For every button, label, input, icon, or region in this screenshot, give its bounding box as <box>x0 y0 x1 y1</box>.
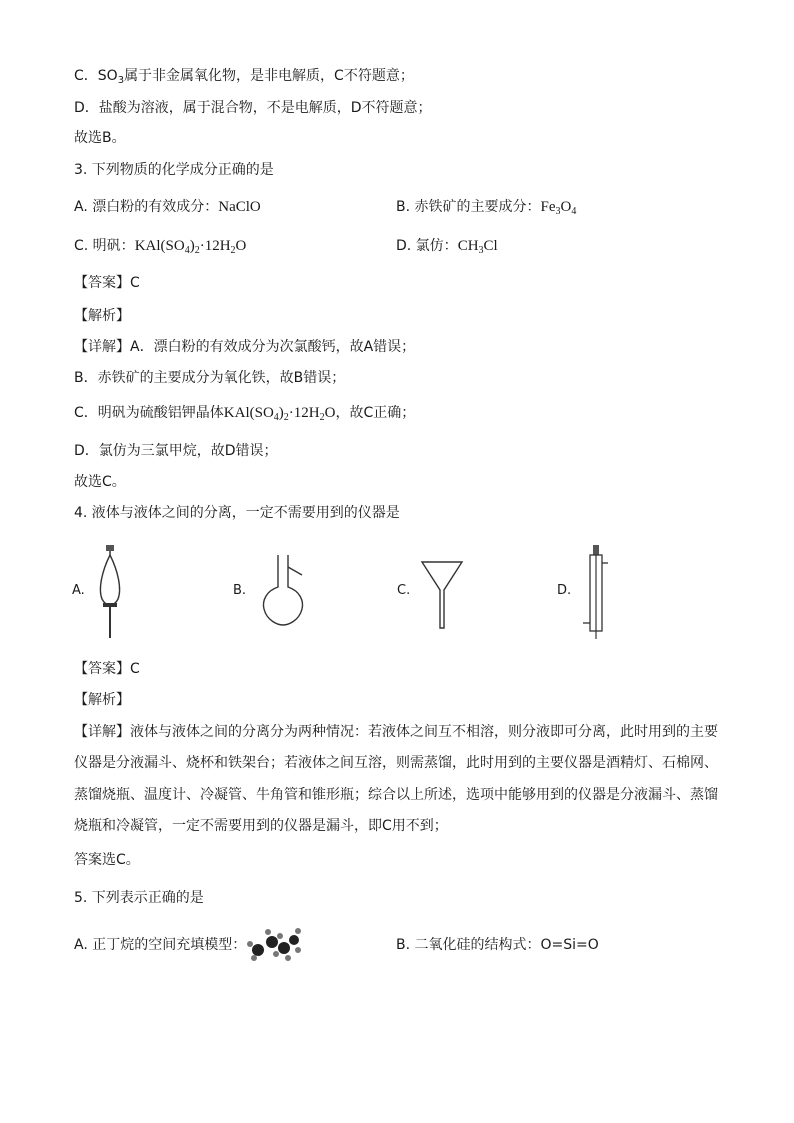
q4-analysis-tag: 【解析】 <box>74 692 130 708</box>
prev-conclusion: 故选B。 <box>74 130 126 146</box>
q4-stem: 4. 液体与液体之间的分离，一定不需要用到的仪器是 <box>74 505 400 521</box>
funnel-icon <box>420 560 464 632</box>
prev-option-d: D．盐酸为溶液，属于混合物，不是电解质，D不符题意； <box>74 100 432 116</box>
q4-answer: 【答案】C <box>74 661 140 677</box>
q3-detail-c: C．明矾为硫酸铝钾晶体$KAl(SO_4)_2\cdot 12H_2O$，故C正确； <box>74 405 416 423</box>
q3-detail-b: B．赤铁矿的主要成分为氧化铁，故B错误； <box>74 370 346 386</box>
q3-detail-a: 【详解】A．漂白粉的有效成分为次氯酸钙，故A错误； <box>74 339 416 355</box>
q5-stem: 5. 下列表示正确的是 <box>74 890 204 906</box>
q4-detail-line-4: 烧瓶和冷凝管，一定不需要用到的仪器是漏斗，即C用不到； <box>74 818 448 834</box>
condenser-icon <box>580 543 610 643</box>
q4-label-b: B. <box>233 583 247 598</box>
q3-option-d: D. 氯仿：$CH_3Cl$ <box>396 238 498 256</box>
q4-label-c: C. <box>397 583 411 598</box>
q4-conclusion: 答案选C。 <box>74 852 140 868</box>
q5-option-b: B. 二氧化硅的结构式：O=Si=O <box>396 937 599 953</box>
q4-label-a: A. <box>72 583 85 598</box>
q3-option-c: C. 明矾：$KAl(SO_4)_2\cdot 12H_2O$ <box>74 238 247 256</box>
q3-option-a: A. 漂白粉的有效成分：NaClO <box>74 199 261 215</box>
q3-stem: 3. 下列物质的化学成分正确的是 <box>74 162 274 178</box>
q3-answer: 【答案】C <box>74 275 140 291</box>
distillation-flask-icon <box>258 553 308 627</box>
separatory-funnel-icon <box>88 543 132 643</box>
q3-detail-d: D．氯仿为三氯甲烷，故D错误； <box>74 443 278 459</box>
q4-detail-line-1: 【详解】液体与液体之间的分离分为两种情况：若液体之间互不相溶，则分液即可分离，此时用到的主要 <box>74 724 718 740</box>
q5-option-a: A. 正丁烷的空间充填模型： <box>74 937 247 953</box>
q4-detail-line-2: 仪器是分液漏斗、烧杯和铁架台；若液体之间互溶，则需蒸馏，此时用到的主要仪器是酒精灯、石棉网、 <box>74 755 718 771</box>
q4-detail-line-3: 蒸馏烧瓶、温度计、冷凝管、牛角管和锥形瓶；综合以上所述，选项中能够用到的仪器是分液漏斗、蒸馏 <box>74 787 718 803</box>
butane-space-filling-model-icon <box>244 922 304 968</box>
q4-label-d: D. <box>557 583 572 598</box>
prev-option-c: C．$SO_3$属于非金属氧化物，是非电解质，C不符题意； <box>74 68 414 86</box>
q3-analysis-tag: 【解析】 <box>74 308 130 324</box>
q3-option-b: B. 赤铁矿的主要成分：$Fe_3O_4$ <box>396 199 577 217</box>
q3-conclusion: 故选C。 <box>74 474 126 490</box>
